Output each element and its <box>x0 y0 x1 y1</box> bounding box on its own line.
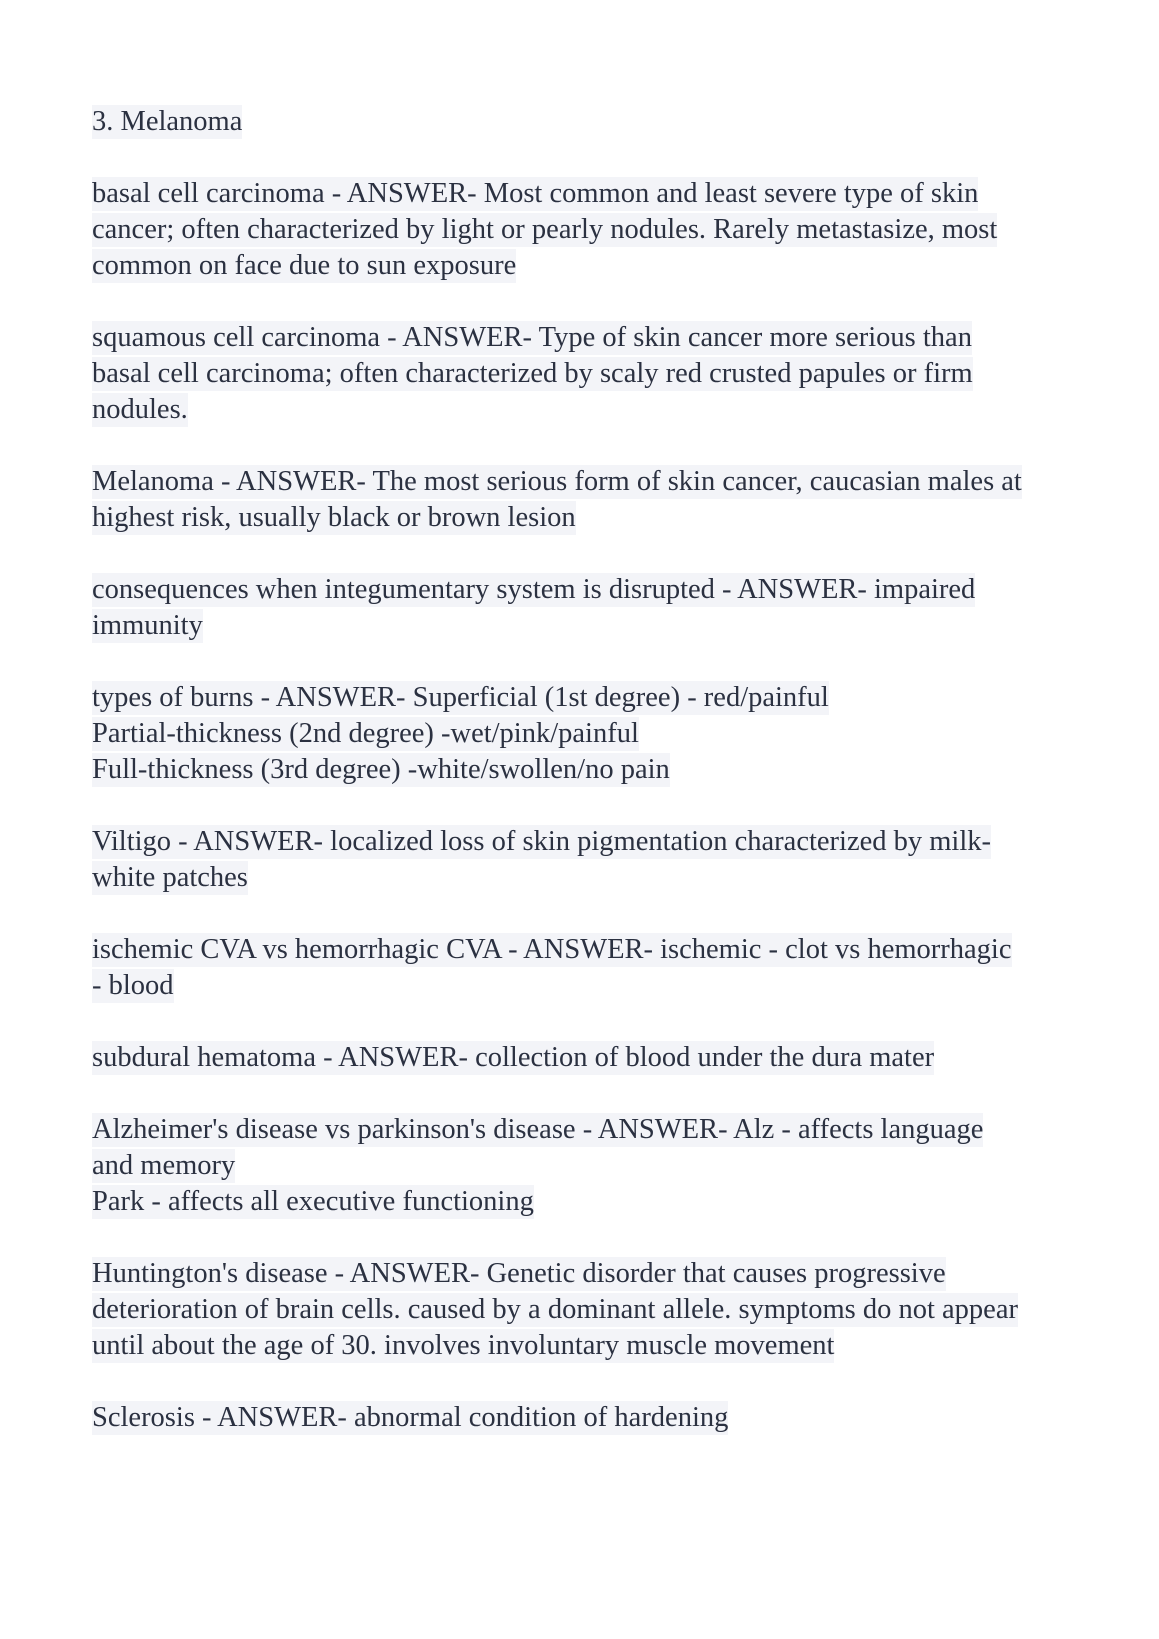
text-line: white patches <box>92 862 248 893</box>
paragraph-basal-cell-carcinoma <box>92 176 1122 284</box>
text-line: nodules. <box>92 394 188 425</box>
text-line: deterioration of brain cells. caused by a dominant allele. symptoms do not appear <box>92 1294 1018 1325</box>
paragraph-types-of-burns <box>92 680 1122 788</box>
text-line: basal cell carcinoma - ANSWER- Most common and least severe type of skin <box>92 178 979 209</box>
text-line: immunity <box>92 610 203 641</box>
paragraph-alzheimers-parkinsons <box>92 1112 1122 1220</box>
text-line: 3. Melanoma <box>92 106 243 137</box>
text-line: Park - affects all executive functioning <box>92 1186 534 1217</box>
paragraph-viltigo <box>92 824 1122 896</box>
paragraph-integumentary-consequences <box>92 572 1122 644</box>
paragraph-squamous-cell-carcinoma <box>92 320 1122 428</box>
text-line: subdural hematoma - ANSWER- collection of blood under the dura mater <box>92 1042 935 1073</box>
text-line: Huntington's disease - ANSWER- Genetic disorder that causes progressive <box>92 1258 946 1289</box>
text-line: Melanoma - ANSWER- The most serious form of skin cancer, caucasian males at <box>92 466 1022 497</box>
text-line: highest risk, usually black or brown lesion <box>92 502 576 533</box>
text-line: consequences when integumentary system is disrupted - ANSWER- impaired <box>92 574 976 605</box>
document-body <box>92 104 1122 1472</box>
text-line: basal cell carcinoma; often characterized by scaly red crusted papules or firm <box>92 358 973 389</box>
text-line: - blood <box>92 970 174 1001</box>
text-line: cancer; often characterized by light or pearly nodules. Rarely metastasize, most <box>92 214 998 245</box>
paragraph-huntingtons <box>92 1256 1122 1364</box>
paragraph-cva <box>92 932 1122 1004</box>
paragraph-sclerosis <box>92 1400 1122 1436</box>
paragraph-subdural-hematoma <box>92 1040 1122 1076</box>
text-line: Partial-thickness (2nd degree) -wet/pink/painful <box>92 718 639 749</box>
text-line: Alzheimer's disease vs parkinson's disease - ANSWER- Alz - affects language <box>92 1114 984 1145</box>
text-line: squamous cell carcinoma - ANSWER- Type of skin cancer more serious than <box>92 322 972 353</box>
paragraph-melanoma <box>92 464 1122 536</box>
text-line: Viltigo - ANSWER- localized loss of skin pigmentation characterized by milk- <box>92 826 991 857</box>
text-line: ischemic CVA vs hemorrhagic CVA - ANSWER- ischemic - clot vs hemorrhagic <box>92 934 1012 965</box>
text-line: Full-thickness (3rd degree) -white/swollen/no pain <box>92 754 670 785</box>
text-line: until about the age of 30. involves involuntary muscle movement <box>92 1330 835 1361</box>
text-line: and memory <box>92 1150 236 1181</box>
paragraph-heading <box>92 104 1122 140</box>
text-line: Sclerosis - ANSWER- abnormal condition of hardening <box>92 1402 729 1433</box>
text-line: types of burns - ANSWER- Superficial (1st degree) - red/painful <box>92 682 829 713</box>
text-line: common on face due to sun exposure <box>92 250 517 281</box>
